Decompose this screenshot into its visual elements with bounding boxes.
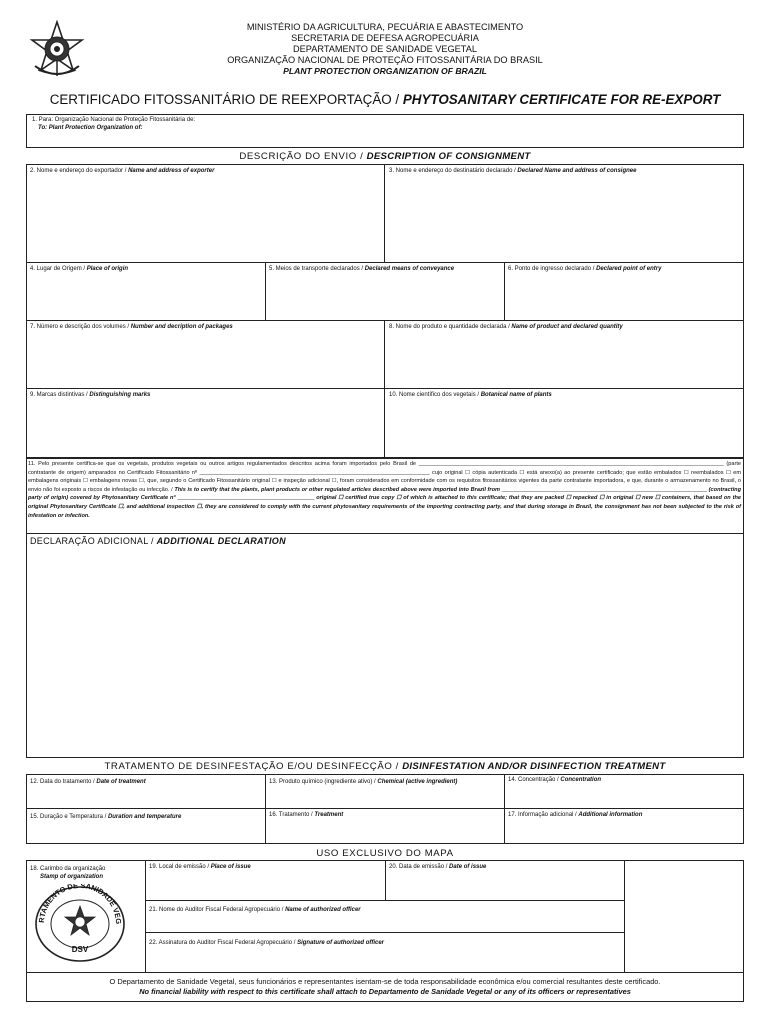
section-consignment: DESCRIÇÃO DO ENVIO / DESCRIPTION OF CONSIGNMENT	[239, 151, 531, 162]
field-10-label[interactable]: 10. Nome científico dos vegetais / Botanical name of plants	[389, 392, 552, 398]
section-treatment: TRATAMENTO DE DESINFESTAÇÃO E/OU DESINFECÇÃO / DISINFESTATION AND/OR DISINFECTION TREATMENT	[104, 761, 666, 772]
page-title	[0, 92, 770, 107]
field-11-certification-text: 11. Pelo presente certifica-se que os vegetais, produtos vegetais ou outros artigos regulamentados descritos acima foram importados pelo Brasil de __________________________________________________________________________________________________ (parte contratante de origem) amparados no Certificado Fitossanitário nº __________________________________________________________________________ cujo original ☐ cópia autenticada ☐ está anexo(a) ao presente certificado; que estão embalados ☐ reembalados ☐ em embalagens originais ☐ embalagens novas ☐, que, segundo o Certificado Fitossanitário original ☐ e inspeção adicional ☐, foram considerados em conformidade com os requisitos fitossanitários vigentes da parte contratante importadora, e que, durante o armazenamento no Brasil, o envio não foi exposto a riscos de infestação ou infecção. / This is to certify that the plants, plant products or other regulated articles described above were imported into Brazil from __________________________________________________________________ (contracting party of origin) covered by Phytosanitary Certificate nº ____________________________________________ original ☐ certified true copy ☐ of which is attached to this certificate; that they are packed ☐ repacked ☐ in original ☐ new ☐ containers, that based on the original Phytosanitary Certificate ☐, and additional inspection ☐, they are considered to comply with the current phytosanitary requirements of the importing contracting party, and that during storage in Brazil, the consignment has not been subjected to the risk of infestation or infection.	[28, 461, 742, 519]
field-2-label[interactable]: 2. Nome e endereço do exportador / Name and address of exporter	[30, 168, 215, 174]
field-6-label[interactable]: 6. Ponto de ingresso declarado / Declared point of entry	[508, 266, 662, 272]
svg-text:DSV: DSV	[71, 945, 89, 954]
field-21-label[interactable]: 21. Nome do Auditor Fiscal Federal Agropecuário / Name of authorized officer	[149, 907, 361, 913]
field-9-label[interactable]: 9. Marcas distintivas / Distinguishing marks	[30, 392, 151, 398]
field-17-label[interactable]: 17. Informação adicional / Additional information	[508, 812, 643, 818]
field-7-label[interactable]: 7. Número e descrição dos volumes / Number and decription of packages	[30, 324, 233, 330]
title-pt: CERTIFICADO FITOSSANITÁRIO DE REEXPORTAÇÃO /	[49, 92, 403, 107]
header-ministry: MINISTÉRIO DA AGRICULTURA, PECUÁRIA E ABASTECIMENTO	[246, 22, 524, 32]
field-20-label[interactable]: 20. Data de emissão / Date of issue	[389, 864, 487, 870]
field-15-label[interactable]: 15. Duração e Temperatura / Duration and temperature	[30, 814, 182, 820]
field-1-label-en: To: Plant Protection Organization of:	[38, 125, 143, 131]
field-18-label: 18. Carimbo da organização	[30, 866, 106, 872]
footer-disclaimer-en: No financial liability with respect to this certificate shall attach to Departamento de Sanidade Vegetal or any of its officers or representatives	[139, 987, 631, 996]
consignment-box	[26, 164, 744, 458]
field-16-label[interactable]: 16. Tratamento / Treatment	[269, 812, 344, 818]
field-14-label[interactable]: 14. Concentração / Concentration	[508, 777, 602, 783]
field-12-label[interactable]: 12. Data do tratamento / Date of treatment	[30, 779, 146, 785]
svg-text:DEPARTAMENTO DE SANIDADE VEGET: RTAMENTO DE SANIDADE VEG	[36, 884, 124, 925]
header-organization: ORGANIZAÇÃO NACIONAL DE PROTEÇÃO FITOSSANITÁRIA DO BRASIL	[227, 55, 543, 65]
field-3-label[interactable]: 3. Nome e endereço do destinatário declarado / Declared Name and address of consignee	[389, 168, 637, 174]
header-secretariat: SECRETARIA DE DEFESA AGROPECUÁRIA	[291, 33, 479, 43]
header-organization-en: PLANT PROTECTION ORGANIZATION OF BRAZIL	[283, 66, 487, 76]
field-22-label[interactable]: 22. Assinatura do Auditor Fiscal Federal Agropecuário / Signature of authorized officer	[149, 940, 384, 946]
field-19-label[interactable]: 19. Local de emissão / Place of issue	[149, 864, 251, 870]
field-18-label-en: Stamp of organization	[40, 874, 103, 880]
section-map-exclusive-use: USO EXCLUSIVO DO MAPA	[316, 848, 454, 859]
footer-disclaimer	[26, 977, 744, 997]
field-5-label[interactable]: 5. Meios de transporte declarados / Declared means of conveyance	[269, 266, 455, 272]
footer-disclaimer-pt: O Departamento de Sanidade Vegetal, seus funcionários e representantes isentam-se de toda responsabilidade econômica e/ou comercial resultantes deste certificado.	[109, 977, 661, 986]
field-8-label[interactable]: 8. Nome do produto e quantidade declarada / Name of product and declared quantity	[389, 324, 623, 330]
additional-declaration-title: DECLARAÇÃO ADICIONAL / ADDITIONAL DECLARATION	[30, 536, 286, 546]
official-stamp	[30, 884, 130, 964]
title-en: PHYTOSANITARY CERTIFICATE FOR RE-EXPORT	[402, 92, 721, 107]
field-4-label[interactable]: 4. Lugar de Origem / Place of origin	[30, 266, 129, 272]
header-department: DEPARTAMENTO DE SANIDADE VEGETAL	[293, 44, 477, 54]
field-13-label[interactable]: 13. Produto químico (ingrediente ativo) / Chemical (active ingredient)	[269, 779, 458, 785]
field-1-label: 1. Para: Organização Nacional de Proteção Fitossanitária de:	[32, 117, 196, 123]
